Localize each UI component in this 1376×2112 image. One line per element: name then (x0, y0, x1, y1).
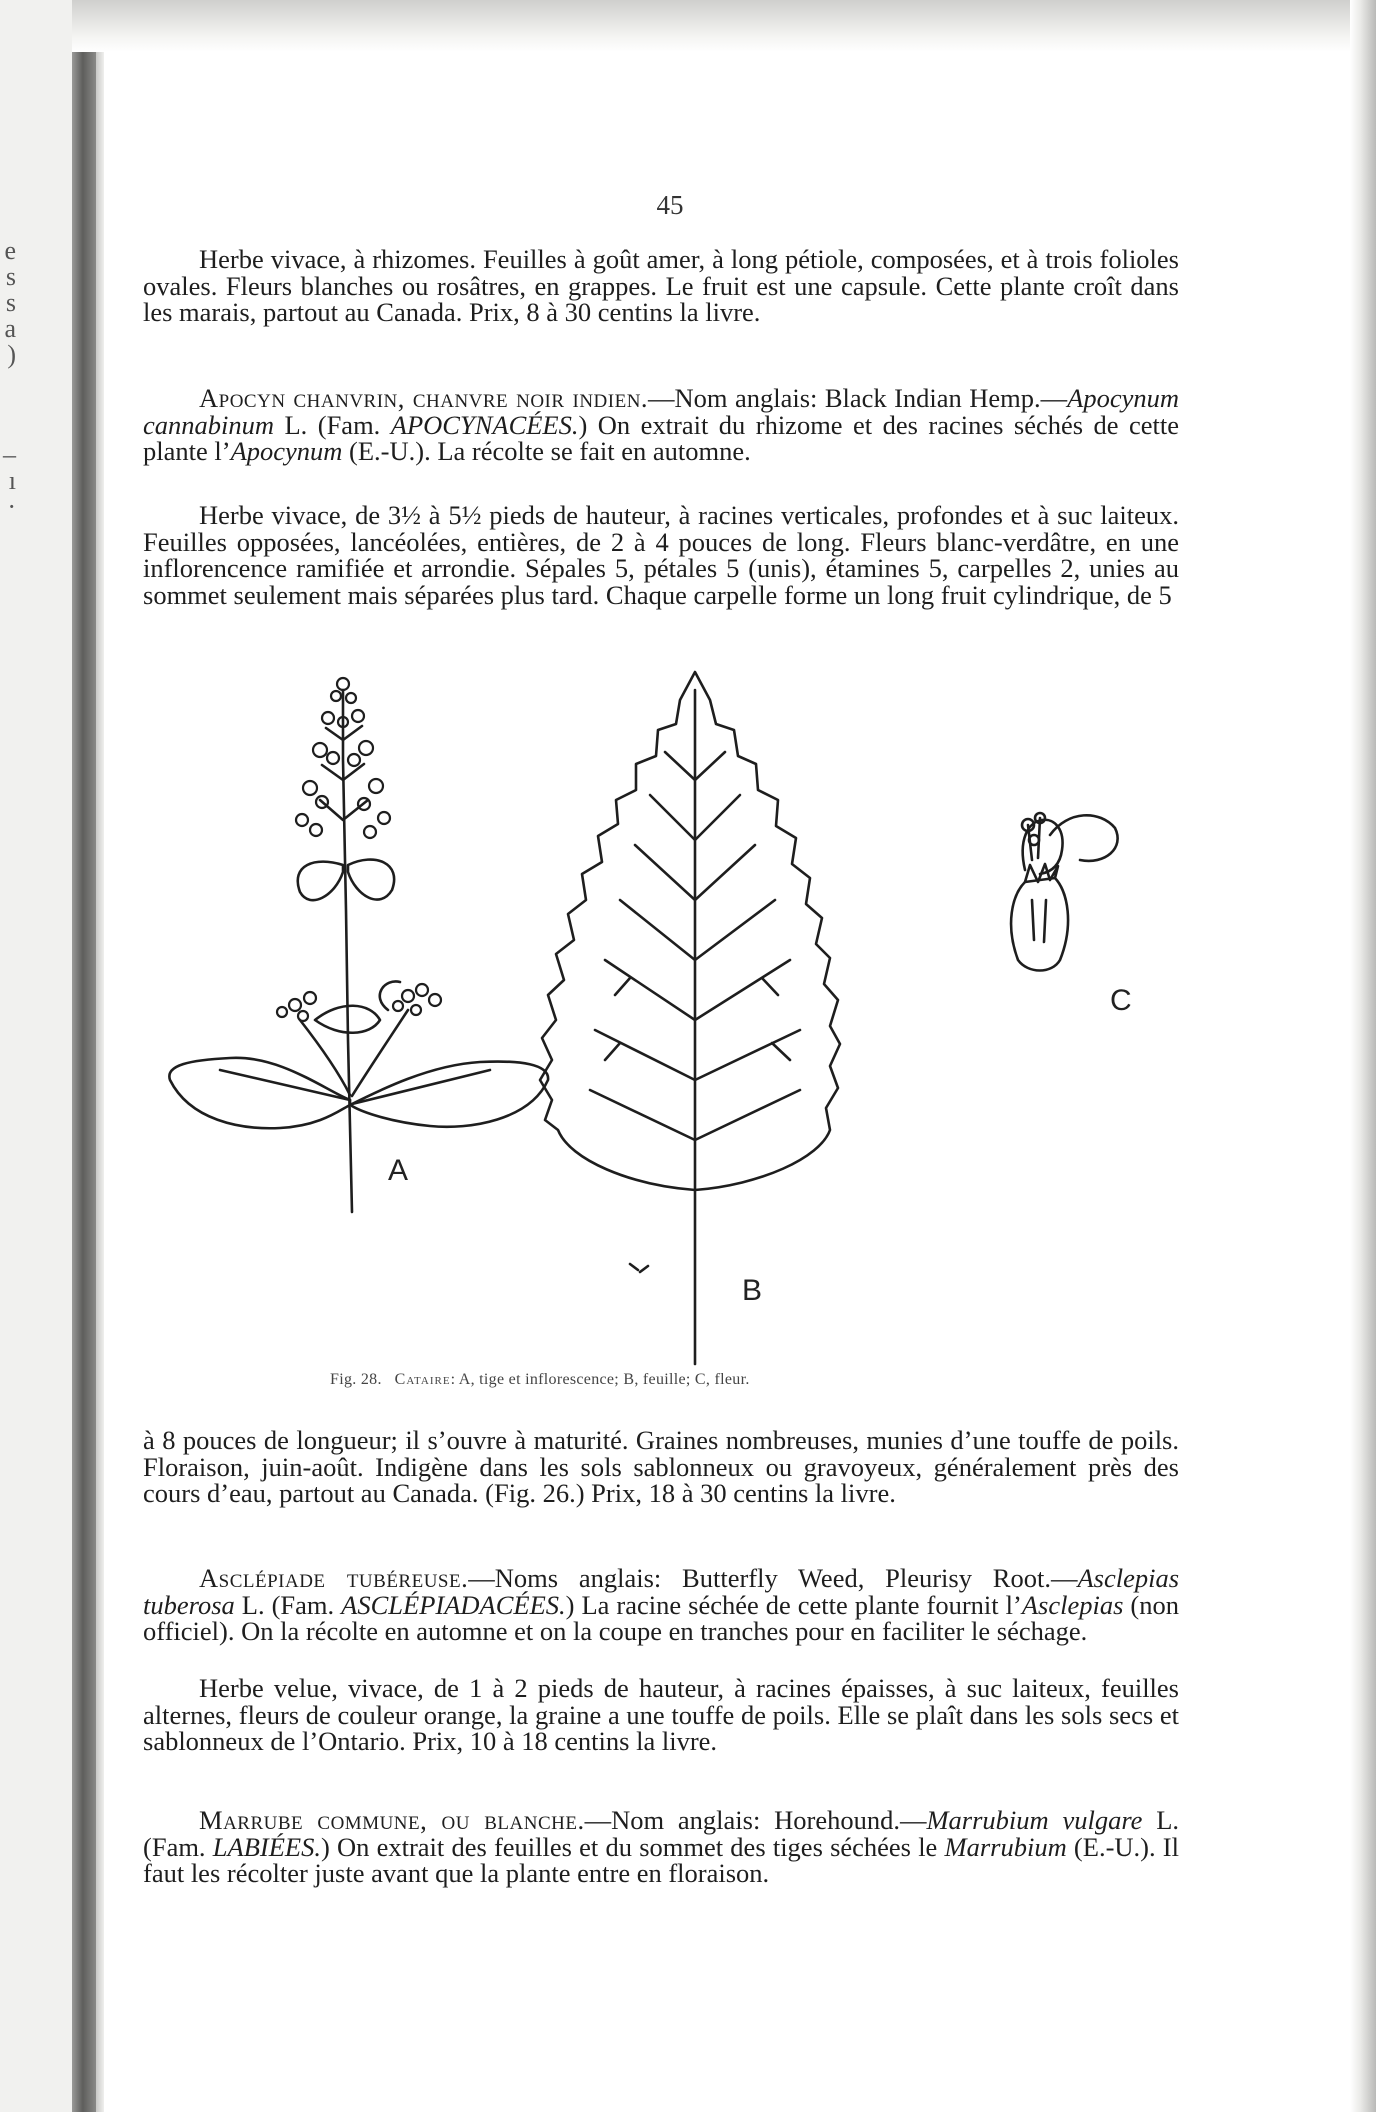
entry-text: ) On extrait des feuilles et du sommet des tiges séchées le (320, 1831, 945, 1862)
caption-figure-number: Fig. 28. (330, 1371, 382, 1388)
figure-label-a: A (388, 1154, 409, 1187)
entry-text: —Nom anglais: Black Indian Hemp.— (648, 383, 1068, 413)
figure-cataire (150, 660, 1190, 1370)
figure-label-c: C (1110, 984, 1132, 1017)
entry-text: L. (Fam. (234, 1589, 342, 1620)
family-name: LABIÉES. (212, 1831, 321, 1862)
scan-right-shadow (1350, 0, 1376, 2112)
figure-caption (330, 1371, 1010, 1389)
caption-text: : A, tige et inflorescence; B, feuille; C, fleur. (450, 1371, 750, 1388)
entry-text: (E.-U.). La récolte se fait en automne. (342, 436, 751, 466)
paragraph-apocyn-description: Herbe vivace, de 3½ à 5½ pieds de hauteur, à racines verticales, profondes et à suc laiteux. Feuilles opposées, lancéolées, entières, de 2 à 4 pouces de long. Fleurs blanc-verdâtre, en une inflorencence ramifiée et arrondie. Sépales 5, pétales 5 (unis), étamines 5, carpelles 2, unies au sommet seulement mais séparées plus tard. Chaque carpelle forme un long fruit cylindrique, de 5 (143, 500, 1179, 610)
entry-text: L. (Fam. (143, 1805, 1180, 1862)
paragraph-herbe-vivace-rhizomes: Herbe vivace, à rhizomes. Feuilles à goût amer, à long pétiole, composées, et à trois folioles ovales. Fleurs blanches ou rosâtres, en grappes. Le fruit est une capsule. Cette plante croît dans les marais, partout au Canada. Prix, 8 à 30 centins la livre. (143, 244, 1179, 327)
family-name: APOCYNACÉES. (390, 409, 579, 440)
previous-page-fragment: ı (8, 466, 16, 495)
entry-text: —Nom anglais: Horehound.— (584, 1805, 927, 1835)
caption-plant-name: Cataire (394, 1371, 451, 1388)
book-gutter (72, 0, 96, 2112)
flower-drawing (1011, 813, 1118, 971)
previous-page-fragment: a (4, 314, 16, 343)
genus-name: Asclepias (1021, 1589, 1124, 1620)
entry-text: —Noms anglais: Butterfly Weed, Pleurisy Root.— (468, 1563, 1078, 1593)
previous-page-fragment: e (4, 236, 16, 265)
paragraph-asclepiade-description: Herbe velue, vivace, de 1 à 2 pieds de hauteur, à racines épaisses, à suc laiteux, feuilles alternes, fleurs de couleur orange, la graine a une touffe de poils. Elle se plaît dans les sols secs et sablonneux de l’Ontario. Prix, 10 à 18 centins la livre. (143, 1673, 1179, 1756)
genus-name: Apocynum (230, 436, 343, 466)
entry-text: (E.-U.). Il faut les récolter juste avant que la plante entre en floraison. (143, 1831, 1179, 1888)
previous-page-fragment: s (5, 288, 16, 317)
botanical-illustration (150, 660, 1190, 1370)
previous-page-fragment: ) (7, 340, 16, 369)
figure-label-b: B (742, 1274, 763, 1307)
gutter-shadow (96, 0, 104, 2112)
family-name: ASCLÉPIADACÉES. (341, 1589, 566, 1620)
stem-and-inflorescence-drawing (169, 678, 548, 1212)
latin-name: Marrubium vulgare (926, 1805, 1143, 1835)
leaf-drawing (540, 672, 840, 1364)
entry-marrube-commune (143, 1807, 1179, 1887)
entry-asclepiade-tubereuse (143, 1565, 1179, 1645)
previous-page-edge (0, 0, 72, 2112)
entry-apocyn-chanvrin (143, 385, 1179, 465)
paragraph-apocyn-continued: à 8 pouces de longueur; il s’ouvre à maturité. Graines nombreuses, munies d’une touffe de poils. Floraison, juin-août. Indigène dans les sols sablonneux ou gravoyeux, généralement près des cours d’eau, partout au Canada. (Fig. 26.) Prix, 18 à 30 centins la livre. (143, 1425, 1179, 1508)
latin-name: Asclepias tuberosa (143, 1563, 1180, 1620)
entry-heading: Marrube commune, ou blanche. (199, 1805, 585, 1835)
entry-text: (non officiel). On la récolte en automne et on la coupe en tranches pour en faciliter le séchage. (143, 1589, 1179, 1646)
genus-name: Marrubium (944, 1831, 1067, 1862)
latin-name: Apocynum cannabinum (143, 383, 1179, 440)
previous-page-fragment: – (3, 440, 16, 469)
entry-text: ) La racine séchée de cette plante fournit l’ (565, 1589, 1022, 1620)
entry-text: L. (Fam. (274, 409, 391, 440)
entry-heading: Asclépiade tubéreuse. (199, 1563, 469, 1593)
previous-page-fragment: s (5, 262, 16, 291)
page-number: 45 (656, 190, 684, 220)
entry-text: ) On extrait du rhizome et des racines séchés de cette plante l’ (143, 409, 1179, 466)
previous-page-fragment: · (7, 492, 16, 521)
scan-top-shadow (72, 0, 1376, 52)
entry-heading: Apocyn chanvrin, chanvre noir indien. (199, 383, 649, 413)
